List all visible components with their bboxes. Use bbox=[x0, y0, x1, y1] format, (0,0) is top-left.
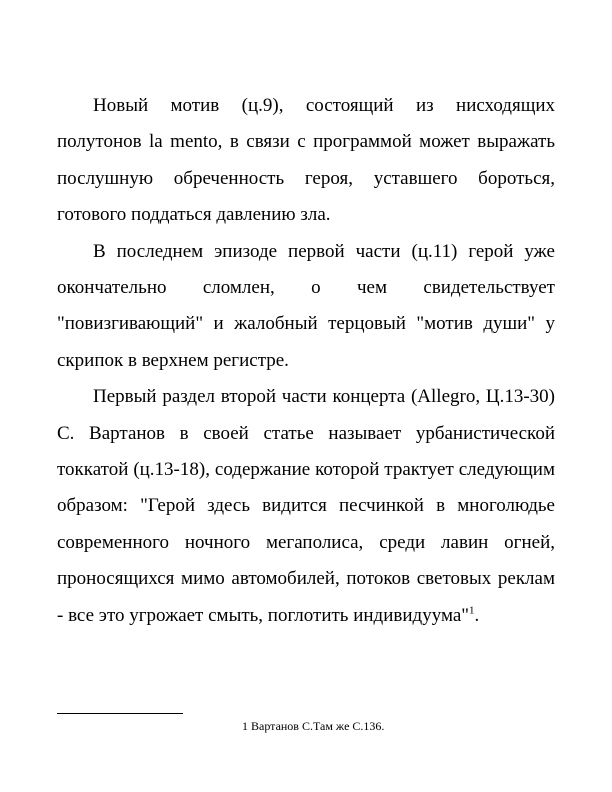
footnote-reference: 1 bbox=[469, 604, 475, 617]
body-text bbox=[57, 88, 555, 634]
paragraph-toccata bbox=[57, 379, 555, 634]
paragraph-toccata-text: Первый раздел второй части концерта (Allegro, Ц.13-30) С. Вартанов в своей статье называет урбанистической токкатой (ц.13-18), содержание которой трактует следующим образом: "Герой здесь видится песчинкой в многолюдье современного ночного мегаполиса, среди лавин огней, проносящихся мимо автомобилей, потоков световых реклам - все это угрожает смыть, поглотить индивидуума" bbox=[57, 386, 555, 626]
footnote: 1 Вартанов С.Там же С.136. bbox=[242, 719, 385, 733]
paragraph-end-period: . bbox=[474, 604, 480, 626]
footnote-separator bbox=[57, 713, 183, 714]
paragraph-last-episode: В последнем эпизоде первой части (ц.11) герой уже окончательно сломлен, о чем свидетельствует "повизгивающий" и жалобный терцовый "мотив души" у скрипок в верхнем регистре. bbox=[57, 240, 555, 371]
paragraph-new-motif: Новый мотив (ц.9), состоящий из нисходящих полутонов la mento, в связи с программой может выражать послушную обреченность героя, уставшего бороться, готового поддаться давлению зла. bbox=[57, 95, 555, 226]
